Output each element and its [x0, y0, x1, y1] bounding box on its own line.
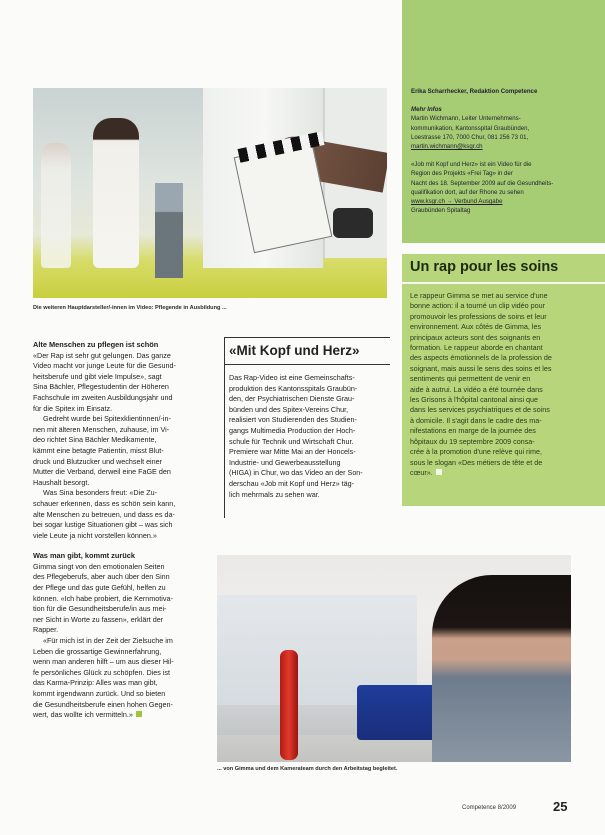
- footer-magazine: Competence 8/2009: [462, 805, 517, 811]
- rap-box-body: Le rappeur Gimma se met au service d'une bonne action: il a tourné un clip vidéo pour promouvoir les professions de soins et leur environnement. Aux côtés de Gimma, les principaux acteurs sont des soignants en formation. Le rappeur aborde en chantant des aspects émotionnels de la profession de soignant, mais aussi le sens des soins et les sentiments qui permettent de venir en aide à autrui. La vidéo a été tournée dans les Grisons à l'hôpital cantonal ainsi que dans les services psychiatriques et de soins à domicile. Il s'agit dans le cadre des ma- nifestations en marge de la journée des hôpitaux du 19 septembre 2009 consa- crée à la promotion d'une relève qui rime, sous le slogan «Des métiers de tête et de cœur».: [410, 291, 552, 477]
- photo-nursing-trainees: [33, 88, 387, 298]
- author-credit: Erika Scharrhecker, Redaktion Competence: [411, 88, 538, 95]
- page-number: 25: [553, 799, 568, 814]
- subheading-1: Alte Menschen zu pflegen ist schön: [33, 340, 159, 349]
- medical-stand: [155, 183, 183, 278]
- article-column-1: [33, 340, 211, 721]
- quote-title-rule: [224, 364, 390, 365]
- person-figure: [432, 575, 571, 762]
- more-info-label: Mehr Infos: [411, 106, 442, 114]
- photo1-caption: Die weiteren Hauptdarsteller/-innen im Video: Pflegende in Ausbildung ...: [33, 305, 227, 311]
- quote-title: «Mit Kopf und Herz»: [229, 343, 360, 358]
- quote-top-rule: [224, 337, 390, 338]
- chair: [333, 208, 373, 238]
- paragraph-4: Gimma singt von den emotionalen Seiten des Pflegeberufs, aber auch über den Sinn der Pflege und das gute Gefühl, helfen zu können. «Ich habe probiert, die Kernmotiva- tion für die Gesundheitsberufe/in aus mei- ner Sicht in Worte zu fassen», erklärt der Rapper.: [33, 561, 173, 635]
- website-link[interactable]: www.ksgr.ch → Verbund Ausgabe: [411, 198, 503, 206]
- photo-rapper-at-work: [217, 555, 571, 762]
- subheading-2: Was man gibt, kommt zurück: [33, 551, 135, 561]
- red-object: [280, 650, 298, 760]
- paragraph-5: «Für mich ist in der Zeit der Zielsuche im Leben die grossartige Gewinnerfahrung, wenn man anderen hilft – um aus dieser Hil- fe persönliches Glück zu schöpfen. Dies ist das Karma-Prinzip: Alles was man gibt, kommt irgendwann zurück. Und so bieten die Gesundheitsberufe einen hohen Gegen- wert, das wollte ich vermitteln.»: [33, 636, 174, 720]
- end-marker-icon: [136, 711, 142, 717]
- rap-end-marker-icon: [436, 469, 442, 475]
- background-person: [41, 143, 71, 268]
- paragraph-1: «Der Rap ist sehr gut gelungen. Das ganze Video macht vor junge Leute für die Gesund- heitsberufe und gibt viele Impulse», sagt Sina Bächler, Pflegestudentin der Höheren Fachschule im zweiten Ausbildungsjahr und für die Spitex im Einsatz.: [33, 350, 176, 413]
- paragraph-3: Was Sina besonders freut: «Die Zu- schauer erkennen, dass es schön sein kann, alte Menschen zu betreuen, und dass es da- bei sogar lustige Situationen gibt – was sich viele Leute ja nicht vorstellen können.»: [33, 488, 176, 540]
- nurse-figure: [93, 118, 139, 268]
- email-link[interactable]: martin.wichmann@ksgr.ch: [411, 143, 483, 151]
- rap-box-rule: [402, 282, 605, 284]
- quote-body: Das Rap-Video ist eine Gemeinschafts- produktion des Kantonsspitals Graubün- den, der Psychiatrischen Dienste Grau- bünden und des Spitex-Vereins Chur, realisiert von Studierenden des Studien- gangs Multimedia Production der Hoch- schule für Technik und Wirtschaft Chur. Premiere war Mitte Mai an der Honcels- Industrie- und Gewerbeausstellung (HIGA) in Chur, wo das Video an der Son- derschau «Job mit Kopf und Herz» täg- lich mehrmals zu sehen war.: [229, 373, 363, 499]
- rap-box-title: Un rap pour les soins: [410, 259, 559, 275]
- info-box-content: Erika Scharrhecker, Redaktion Competence Mehr Infos Martin Wichmann, Leiter Unternehmens- kommunikation, Kantonsspital Graubünden, Loestrasse 170, 7000 Chur, 081 256 73 01, martin.wichmann@ksgr.ch «Job mit Kopf und Herz» ist ein Video für die Region des Projekts «Frei Tag» in der Nacht des 18. September 2009 auf die Gesundheits- qualifikation dort, auf der Rhone zu sehen www.ksgr.ch → Verbund Ausgabe Graubünden Spitaltag: [411, 88, 554, 215]
- photo2-caption: ... von Gimma und dem Kamerateam durch den Arbeitstag begleitet.: [217, 766, 398, 772]
- paragraph-2: Gedreht wurde bei Spitexklientinnen/-in- nen mit älteren Menschen, zuhause, im Vi- deo richtet Sina Bächler Medikamente, kämmt eine betagte Patientin, misst Blut- druck und Blutzucker und wechselt einer Mutter die Verband, derweil eine FaGE den Haushalt besorgt.: [33, 414, 171, 487]
